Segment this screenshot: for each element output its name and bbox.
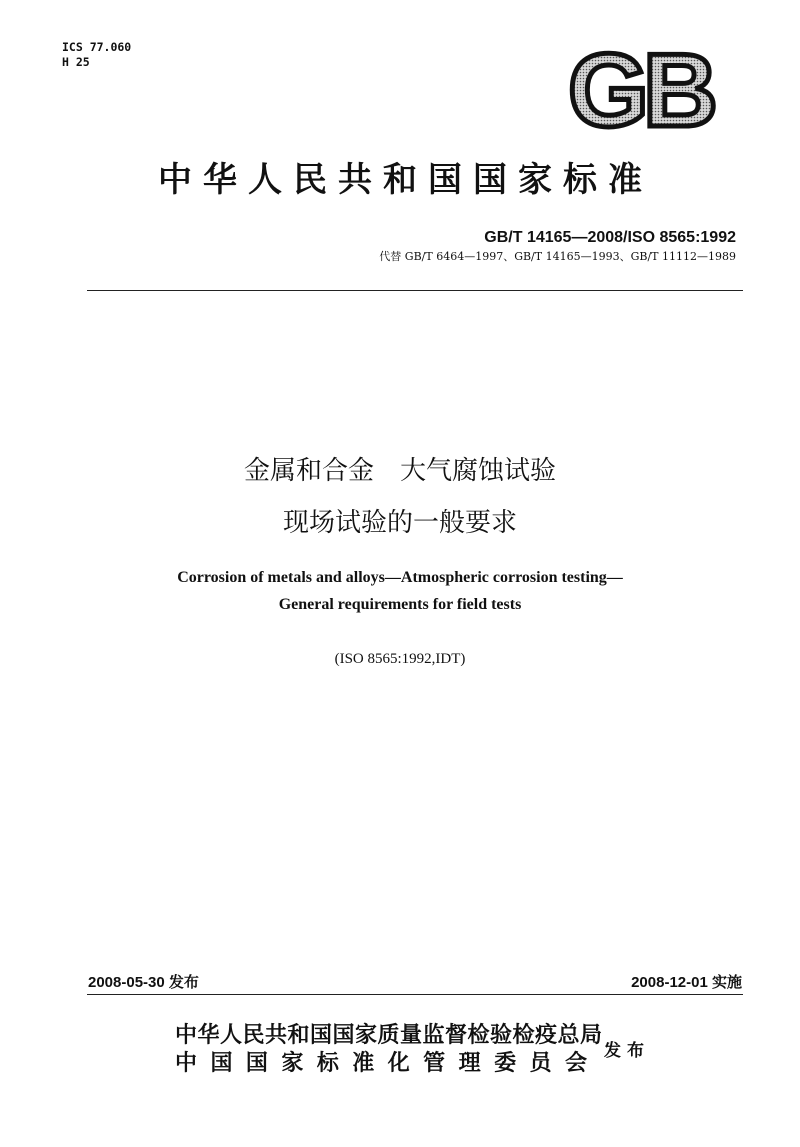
- header-divider: [87, 290, 743, 291]
- implement-date: 2008-12-01 实施: [631, 974, 742, 991]
- gb-logo: [540, 44, 740, 136]
- issuer-sac-char: 中: [175, 1050, 198, 1076]
- issuer-sac-char: 家: [281, 1050, 304, 1076]
- issuer-sac-char: 理: [458, 1050, 481, 1076]
- issuer-sac-char: 委: [494, 1050, 517, 1076]
- footer-divider: [87, 994, 743, 995]
- issuer-sac-char: 国: [210, 1050, 233, 1076]
- publish-date: 2008-05-30 发布: [88, 974, 199, 991]
- issued-label: 发布: [604, 1041, 650, 1061]
- title-cn-line2: 现场试验的一般要求: [282, 508, 517, 538]
- issuer-sac-char: 化: [387, 1050, 410, 1076]
- iso-reference: (ISO 8565:1992,IDT): [334, 651, 466, 667]
- issuer-aqsiq: 中华人民共和国国家质量监督检验检疫总局: [175, 1022, 603, 1048]
- issuer-sac-char: 管: [423, 1050, 446, 1076]
- issuer-sac-char: 国: [245, 1050, 268, 1076]
- ics-code: ICS 77.060: [62, 40, 132, 54]
- title-en-line1: Corrosion of metals and alloys—Atmospheric corrosion testing—: [177, 569, 623, 586]
- issuer-sac-char: 准: [352, 1050, 375, 1076]
- issuer-sac-char: 员: [529, 1050, 552, 1076]
- issuer-sac-char: 会: [564, 1050, 587, 1076]
- standard-number: GB/T 14165—2008/ISO 8565:1992: [484, 229, 736, 246]
- replaces-standards: 代替 GB/T 6464—1997、GB/T 14165—1993、GB/T 11112—1989: [379, 250, 736, 263]
- title-cn-line1: 金属和合金 大气腐蚀试验: [243, 456, 556, 486]
- issuer-sac: [175, 1046, 587, 1077]
- gb-logo-text: GB: [568, 44, 712, 136]
- national-standard-title: 中华人民共和国国家标准: [158, 160, 653, 200]
- classification-codes: [62, 40, 131, 70]
- title-en-line2: General requirements for field tests: [278, 596, 522, 613]
- issuer-sac-char: 标: [316, 1050, 339, 1076]
- ccs-code: H 25: [62, 55, 90, 69]
